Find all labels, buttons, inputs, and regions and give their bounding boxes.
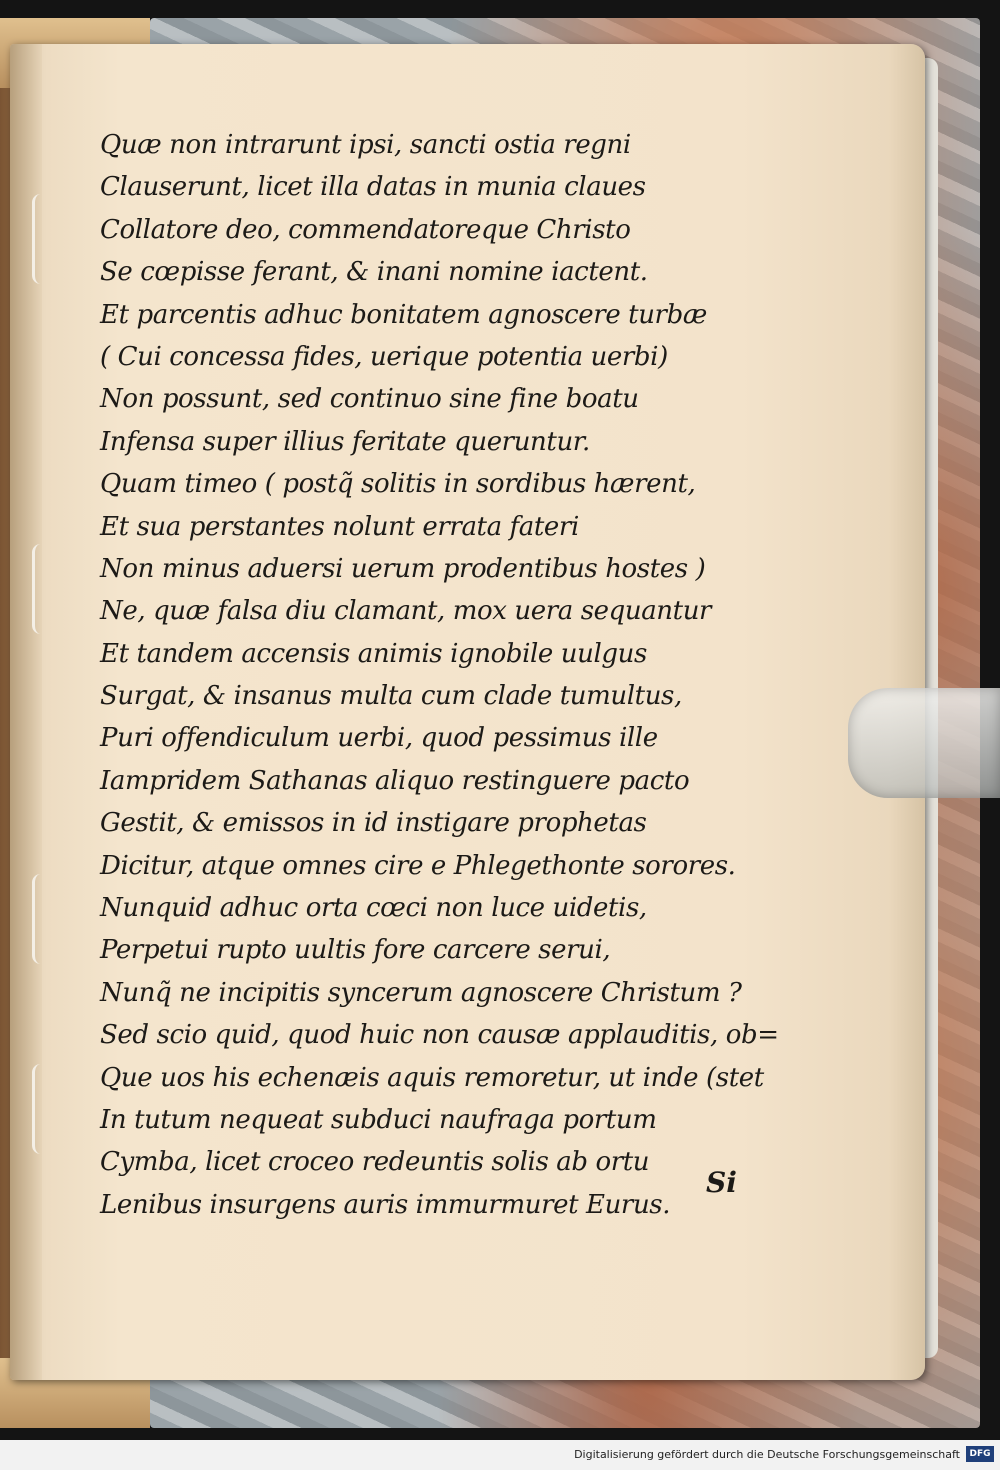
- text-line: Gestit, & emissos in id instigare prophetas: [100, 808, 647, 839]
- binding-stitch: [32, 194, 49, 284]
- text-line: Cymba, licet croceo redeuntis solis ab ortu: [100, 1147, 650, 1178]
- binding-stitch: [32, 874, 49, 964]
- text-line: Puri offendiculum uerbi, quod pessimus ille: [100, 723, 658, 754]
- text-line: Se cœpisse ferant, & inani nomine iactent.: [100, 257, 648, 288]
- text-line: Et sua perstantes nolunt errata fateri: [100, 511, 579, 542]
- text-line: Quæ non intrarunt ipsi, sancti ostia regni: [100, 130, 631, 160]
- footer-credit: Digitalisierung gefördert durch die Deutsche Forschungsgemeinschaft: [574, 1448, 960, 1461]
- text-line: Lenibus insurgens auris immurmuret Eurus.: [100, 1189, 671, 1220]
- poem-text: [100, 124, 779, 1226]
- catchword: Si: [706, 1166, 737, 1199]
- text-line: Collatore deo, commendatoreque Christo: [100, 214, 631, 245]
- text-line: Nunquid adhuc orta cœci non luce uidetis,: [100, 893, 647, 924]
- dfg-logo: DFG: [966, 1446, 994, 1462]
- binding-stitch: [32, 544, 49, 634]
- page-clip: [848, 688, 1000, 798]
- text-line: Et parcentis adhuc bonitatem agnoscere turbæ: [100, 299, 707, 330]
- text-line: Non possunt, sed continuo sine fine boatu: [100, 384, 639, 415]
- text-line: Ne, quæ falsa diu clamant, mox uera sequantur: [100, 596, 712, 627]
- text-line: Iampridem Sathanas aliquo restinguere pacto: [100, 765, 690, 796]
- text-line: In tutum nequeat subduci naufraga portum: [100, 1104, 657, 1135]
- text-line: Que uos his echenæis aquis remoretur, ut inde (stet: [100, 1062, 764, 1093]
- text-line: Perpetui rupto uultis fore carcere serui,: [100, 935, 611, 966]
- text-line: Infensa super illius feritate queruntur.: [100, 426, 590, 457]
- text-line: Quam timeo ( postq̃ solitis in sordibus hærent,: [100, 469, 696, 500]
- text-line: Surgat, & insanus multa cum clade tumultus,: [100, 681, 682, 712]
- footer: [0, 1440, 1000, 1470]
- text-line: Non minus aduersi uerum prodentibus hostes ): [100, 553, 706, 584]
- text-line: Clauserunt, licet illa datas in munia claues: [100, 172, 646, 203]
- text-line: Sed scio quid, quod huic non causæ applauditis, ob=: [100, 1020, 779, 1051]
- binding-stitch: [32, 1064, 49, 1154]
- text-line: Nunq̃ ne incipitis syncerum agnoscere Christum ?: [100, 977, 742, 1008]
- text-line: Et tandem accensis animis ignobile uulgus: [100, 638, 647, 669]
- text-line: ( Cui concessa fides, uerique potentia uerbi): [100, 341, 668, 372]
- text-line: Dicitur, atque omnes cire e Phlegethonte sorores.: [100, 850, 736, 881]
